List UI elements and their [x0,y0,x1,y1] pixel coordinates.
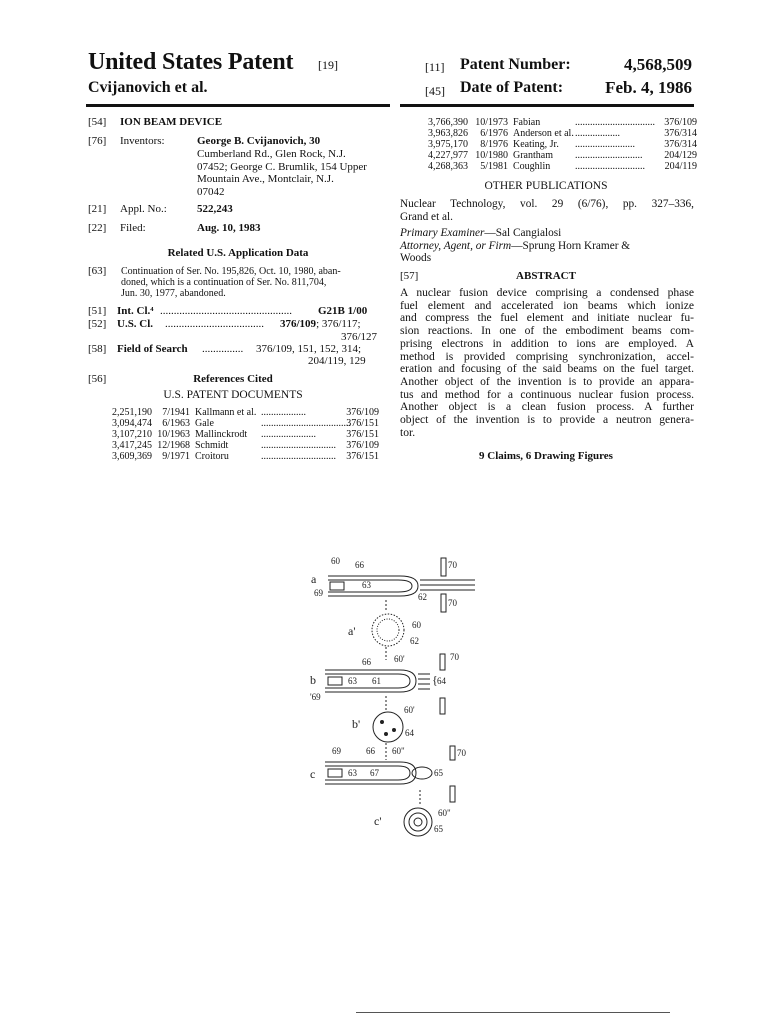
fuel-cross-section-c [404,808,432,836]
label-66-a: 66 [355,560,364,570]
reference-date: 6/1976 [480,128,508,139]
abstract-line: prising electrons in addition to ions are employed. A [400,336,694,350]
header-rule-left [86,104,390,107]
uscl-value: 376/109; 376/117; [280,318,361,330]
reference-class: 376/151 [346,451,379,462]
reference-date: 10/1980 [475,150,508,161]
reference-number: 4,227,977 [428,150,468,161]
fuel-cross-section-c-mid [409,813,427,831]
brace-b: { [432,673,438,687]
label-61-b: 61 [372,676,381,686]
ion-beams-b [418,674,430,689]
reference-number: 3,107,210 [112,429,152,440]
reference-dots: ........................... [575,150,643,161]
reference-name: Gale [195,418,214,429]
attorney-label: Attorney, Agent, or Firm [400,240,512,252]
reference-name: Kallmann et al. [195,407,257,418]
search-label: Field of Search [117,343,188,355]
intcl-label: Int. Cl.⁴ [117,305,154,317]
fuel-element-b [325,670,416,692]
search-code: [58] [88,343,107,355]
continuation-line: Jun. 30, 1977, abandoned. [121,288,226,299]
attorney-value-2: Woods [400,252,432,264]
reference-name: Schmidt [195,440,229,451]
reference-row [104,407,379,418]
label-66-c: 66 [366,746,375,756]
reference-class: 376/151 [346,418,379,429]
reference-row [104,451,379,462]
reference-dots: ........................ [575,139,635,150]
reference-date: 9/1971 [162,451,190,462]
reference-name: Fabian [513,117,541,128]
reference-name: Croitoru [195,451,229,462]
reference-dots: ................................ [575,117,655,128]
dot-b-1 [381,721,384,724]
reference-dots: .................. [261,407,306,418]
plasma-c [412,767,432,779]
appl-number: 522,243 [197,203,233,215]
refs-subheading: U.S. PATENT DOCUMENTS [163,389,303,401]
reference-row [420,128,697,139]
abstract-body [400,287,694,439]
appl-code: [21] [88,203,107,215]
abstract-line: eration and focusing of the said beams on the fuel target. [400,362,694,376]
inventors-line: George B. Cvijanovich, 30 [197,135,321,147]
label-60-aprime: 60 [412,620,421,630]
label-63-c: 63 [348,768,357,778]
reference-class: 376/314 [664,139,697,150]
fig-b-prime-label: b' [352,717,361,731]
label-64-b: 64 [437,676,446,686]
reference-class: 376/151 [346,429,379,440]
continuation-line: Continuation of Ser. No. 195,826, Oct. 10, 1980, aban- [121,266,341,277]
patent-title: United States Patent [88,49,294,75]
abstract-heading: ABSTRACT [516,270,576,282]
fig-a-label: a [311,572,317,586]
reference-row [104,429,379,440]
patent-date: Feb. 4, 1986 [605,78,692,97]
continuation-block [121,266,386,299]
fuel-cross-section-b [373,712,403,742]
beam-source-a-bottom [441,594,446,612]
reference-row [420,161,697,172]
uscl-code: [52] [88,318,107,330]
filed-date: Aug. 10, 1983 [197,222,261,234]
label-69-c: 69 [332,746,341,756]
reference-name: Mallinckrodt [195,429,248,440]
uscl-value-2: 376/127 [341,331,378,343]
abstract-line: object of the invention is to provide a neutron genera- [400,413,694,427]
figure-a-prime [348,614,422,660]
label-62-a: 62 [418,592,427,602]
reference-name: Grantham [513,150,553,161]
dot-b-3 [385,733,388,736]
reference-number: 3,417,245 [112,440,152,451]
abstract-line: fuel element and accelerated ion beams which ionize [400,298,694,312]
search-dots: ............... [202,343,244,355]
reference-class: 376/109 [346,440,379,451]
fig-a-prime-label: a' [348,624,356,638]
reference-dots: ...................... [261,429,316,440]
reference-row [104,440,379,451]
reference-date: 8/1976 [480,139,508,150]
reference-date: 7/1941 [162,407,190,418]
abstract-line: A nuclear fusion device comprising a condensed phase [400,286,694,299]
footer-rule [356,1012,670,1013]
beam-source-b-bottom [440,698,445,714]
inventors-code: [76] [88,135,107,147]
fuel-cross-section-a-inner [377,619,399,641]
reference-dots: ............................ [575,161,645,172]
figure-c-prime [374,808,451,836]
continuation-line: doned, which is a continuation of Ser. No. 811,704, [121,277,327,288]
search-value-2: 204/119, 129 [308,355,366,367]
label-60pp-cprime: 60" [438,808,451,818]
patent-number: 4,568,509 [624,55,692,74]
reference-class: 376/109 [346,407,379,418]
patent-number-label: Patent Number: [460,56,571,73]
inventors-line: Mountain Ave., Montclair, N.J. [197,173,334,186]
label-65-cprime: 65 [434,824,443,834]
label-70-b: 70 [450,652,459,662]
attorney-value: —Sprung Horn Kramer & [511,240,631,252]
reference-number: 3,975,170 [428,139,468,150]
reference-name: Keating, Jr. [513,139,559,150]
reference-class: 376/314 [664,128,697,139]
invention-title: ION BEAM DEVICE [120,116,223,128]
label-67-c: 67 [370,768,379,778]
figure-b [310,652,460,714]
date-code: [45] [425,84,445,98]
patent-drawing [300,550,500,850]
figure-c [310,746,467,805]
examiner-value: —Sal Cangialosi [484,227,562,239]
inventors-line: 07042 [197,186,225,199]
other-pubs [400,198,694,224]
abstract-line: and compress the fuel element and initiate nuclear fu- [400,311,694,325]
fig-c-label: c [310,767,316,781]
fig-c-prime-label: c' [374,814,382,828]
beam-source-b-top [440,654,445,670]
reference-name: Anderson et al. [513,128,574,139]
header-rule-right [400,104,694,107]
beam-source-c-top [450,746,455,760]
other-pubs-line: Nuclear Technology, vol. 29 (6/76), pp. 327–336, [400,198,694,210]
abstract-line: method is provided comprising synchronization, accel- [400,349,694,363]
label-69p-b: '69 [310,692,321,702]
abstract-line: tus and method for a continuous nuclear fusion process. [400,387,694,401]
beam-source-c-bottom [450,786,455,802]
reference-date: 10/1973 [475,117,508,128]
target-b [328,677,342,685]
reference-number: 3,963,826 [428,128,468,139]
reference-date: 5/1981 [480,161,508,172]
reference-number: 3,766,390 [428,117,468,128]
label-65-c: 65 [434,768,443,778]
reference-name: Coughlin [513,161,551,172]
label-70-a-top: 70 [448,560,457,570]
fuel-inner-b [325,674,410,688]
reference-row [420,139,697,150]
reference-dots: .................................... [261,418,351,429]
inventors-line: 07452; George C. Brumlik, 154 Upper [197,160,367,173]
examiner-line [400,227,694,240]
other-pubs-line: Grand et al. [400,210,454,223]
label-60p-bprime: 60' [404,705,415,715]
label-60-a: 60 [331,556,340,566]
fuel-cross-section-c-core [414,818,422,826]
abstract-line: Another object is a clean fusion process. A further [400,400,694,414]
beam-source-a-top [441,558,446,576]
filed-code: [22] [88,222,107,234]
reference-row [420,150,697,161]
figure-b-prime [352,705,415,760]
attorney-line [400,240,694,253]
reference-number: 4,268,363 [428,161,468,172]
uscl-dots: .................................... [165,318,264,330]
fuel-inner-c [325,766,410,780]
reference-dots: .............................. [261,451,336,462]
label-69-a: 69 [314,588,323,598]
inventors-line: Cumberland Rd., Glen Rock, N.J. [197,147,346,160]
label-60pp-c: 60" [392,746,405,756]
label-66-b: 66 [362,657,371,667]
reference-dots: .............................. [261,440,336,451]
label-63-a: 63 [362,580,371,590]
reference-class: 376/109 [664,117,697,128]
reference-number: 2,251,190 [112,407,152,418]
abstract-line: Another object of the invention is to provide an appara- [400,374,694,388]
target-a [330,582,344,590]
abstract-line: sion reactions. In one of the embodiment beams com- [400,324,694,338]
label-70-a-bottom: 70 [448,598,457,608]
other-pubs-heading: OTHER PUBLICATIONS [484,180,608,192]
inventors-label: Inventors: [120,135,165,147]
fig-b-label: b [310,673,316,687]
filed-label: Filed: [120,222,146,234]
dot-b-2 [393,729,396,732]
reference-dots: .................. [575,128,620,139]
ion-beams-a [420,580,475,590]
reference-date: 6/1963 [162,418,190,429]
reference-class: 204/119 [664,161,697,172]
claims-count: 9 Claims, 6 Drawing Figures [479,450,613,462]
reference-date: 10/1963 [157,429,190,440]
label-62-aprime: 62 [410,636,419,646]
continuation-code: [63] [88,265,107,277]
label-70-c: 70 [457,748,466,758]
label-63-b: 63 [348,676,357,686]
reference-number: 3,609,369 [112,451,152,462]
refs-code: [56] [88,373,107,385]
title-field-code: [54] [88,116,107,128]
target-c [328,769,342,777]
appl-label: Appl. No.: [120,203,167,215]
figure-a [311,556,475,612]
intcl-code: [51] [88,305,107,317]
reference-class: 204/129 [664,150,697,161]
refs-heading: References Cited [193,373,273,385]
examiner-label: Primary Examiner [400,227,485,239]
title-code: [19] [318,58,338,72]
date-label: Date of Patent: [460,79,564,96]
reference-row [420,117,697,128]
inventors-block [197,135,387,199]
reference-number: 3,094,474 [112,418,152,429]
label-64-bprime: 64 [405,728,414,738]
label-60p-b: 60' [394,654,405,664]
inventor-short: Cvijanovich et al. [88,79,208,96]
reference-date: 12/1968 [157,440,190,451]
search-value: 376/109, 151, 152, 314; [256,343,362,355]
patent-number-code: [11] [425,60,445,74]
reference-row [104,418,379,429]
intcl-dots: ................................................ [160,305,292,317]
intcl-value: G21B 1/00 [318,305,368,317]
fuel-element-a [328,576,418,596]
uscl-label: U.S. Cl. [117,318,154,330]
related-heading: Related U.S. Application Data [167,247,309,259]
abstract-line: tor. [400,425,416,439]
abstract-code: [57] [400,270,419,282]
